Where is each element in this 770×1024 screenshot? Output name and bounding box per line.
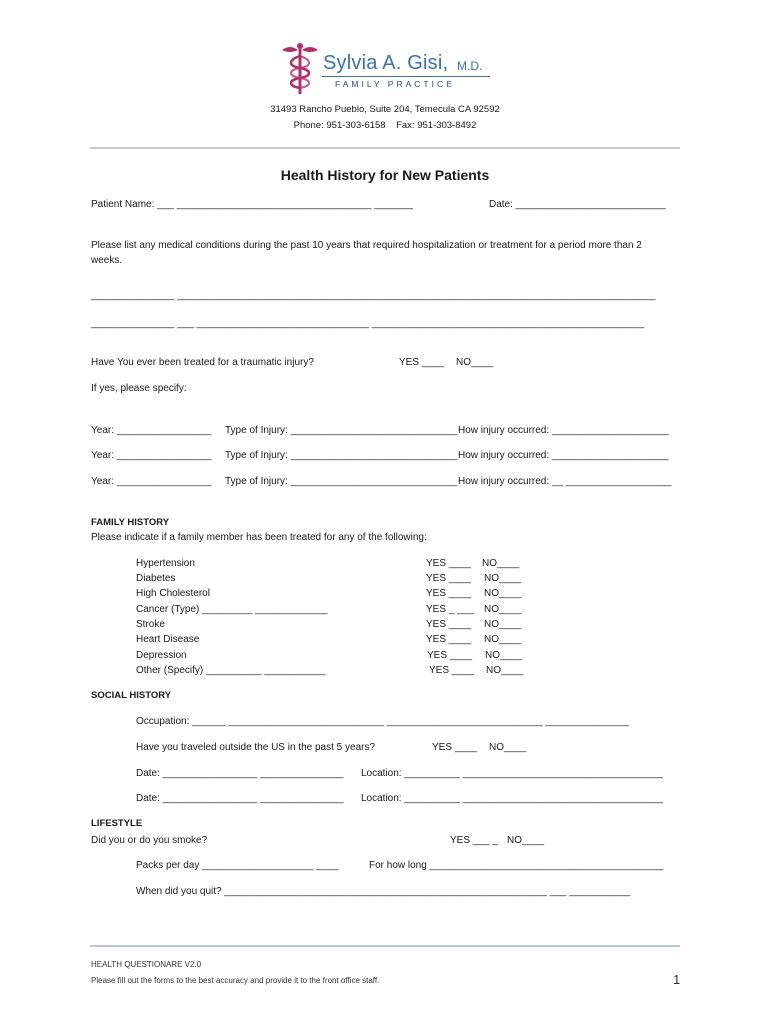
conditions-prompt: Please list any medical conditions during the past 10 years that required hospitalization or treatment for a period more than 2: [91, 240, 642, 251]
injury-type-field[interactable]: Type of Injury: ______________________________: [225, 425, 458, 436]
travel-location-field[interactable]: Location: __________ ____________________________________: [361, 793, 663, 804]
footer-note: Please fill out the forms to the best accuracy and provide it to the front office staff.: [91, 976, 380, 985]
logo-subtitle: FAMILY PRACTICE: [335, 79, 455, 89]
family-yes-field[interactable]: YES ____: [426, 619, 472, 630]
injury-question: Have You ever been treated for a traumatic injury?: [91, 357, 314, 368]
conditions-answer-line[interactable]: _______________ ___ _______________________________ _________________________________________________: [91, 318, 645, 329]
smoke-yes-field[interactable]: YES ___ _: [450, 835, 498, 846]
family-yes-field[interactable]: YES _ ___: [426, 604, 474, 615]
smoke-question: Did you or do you smoke?: [91, 835, 208, 846]
caduceus-icon: [280, 42, 320, 96]
injury-no-field[interactable]: NO____: [456, 357, 494, 368]
social-history-heading: SOCIAL HISTORY: [91, 690, 172, 701]
occupation-field[interactable]: Occupation: ______ ____________________________ ____________________________ _______________: [136, 716, 629, 727]
family-no-field[interactable]: NO____: [484, 588, 522, 599]
injury-specify-label: If yes, please specify:: [91, 383, 187, 394]
family-condition-label: Diabetes: [136, 573, 176, 584]
travel-no-field[interactable]: NO____: [489, 742, 527, 753]
family-yes-field[interactable]: YES ____: [427, 650, 473, 661]
travel-question: Have you traveled outside the US in the past 5 years?: [136, 742, 376, 753]
injury-how-field[interactable]: How injury occurred: _____________________: [458, 450, 669, 461]
family-no-field[interactable]: NO____: [484, 619, 522, 630]
travel-date-field[interactable]: Date: _________________ _______________: [136, 793, 344, 804]
smoke-duration-field[interactable]: For how long __________________________________________: [369, 860, 664, 871]
travel-location-field[interactable]: Location: __________ ____________________________________: [361, 768, 663, 779]
family-condition-label[interactable]: Other (Specify) __________ ___________: [136, 665, 326, 676]
family-no-field[interactable]: NO____: [482, 558, 520, 569]
logo-underline: [322, 76, 490, 77]
family-no-field[interactable]: NO____: [485, 650, 523, 661]
injury-year-field[interactable]: Year: _________________: [91, 450, 212, 461]
injury-type-field[interactable]: Type of Injury: ______________________________: [225, 476, 458, 487]
injury-how-field[interactable]: How injury occurred: _____________________: [458, 425, 669, 436]
family-yes-field[interactable]: YES ____: [426, 588, 472, 599]
family-no-field[interactable]: NO____: [484, 604, 522, 615]
family-no-field[interactable]: NO____: [484, 634, 522, 645]
logo-credentials: M.D.: [457, 59, 483, 73]
injury-how-field[interactable]: How injury occurred: __ ___________________: [458, 476, 672, 487]
family-condition-label: Heart Disease: [136, 634, 200, 645]
practice-contact: Phone: 951-303-6158 Fax: 951-303-8492: [293, 120, 477, 131]
lifestyle-heading: LIFESTYLE: [91, 818, 143, 829]
header-divider: [90, 147, 680, 149]
family-condition-label: Hypertension: [136, 558, 195, 569]
page-number: 1: [673, 972, 681, 987]
family-condition-label: Depression: [136, 650, 187, 661]
practice-address: 31493 Rancho Pueblo, Suite 204, Temecula CA 92592: [270, 104, 500, 115]
injury-year-field[interactable]: Year: _________________: [91, 425, 212, 436]
family-yes-field[interactable]: YES ____: [426, 558, 472, 569]
family-history-prompt: Please indicate if a family member has been treated for any of the following:: [91, 532, 427, 543]
patient-name-field[interactable]: Patient Name: ___ ___________________________________ _______: [91, 199, 413, 210]
family-condition-label[interactable]: Cancer (Type) _________ _____________: [136, 604, 328, 615]
patient-date-field[interactable]: Date: ___________________________: [489, 199, 666, 210]
injury-year-field[interactable]: Year: _________________: [91, 476, 212, 487]
packs-per-day-field[interactable]: Packs per day ____________________ ____: [136, 860, 339, 871]
form-version: HEALTH QUESTIONARE V2.0: [91, 960, 202, 969]
conditions-answer-line[interactable]: _______________ ______________________________________________________________________________________: [91, 290, 656, 301]
quit-date-field[interactable]: When did you quit? __________________________________________________________ ___ ___________: [136, 886, 631, 897]
injury-yes-field[interactable]: YES ____: [399, 357, 445, 368]
logo-name: Sylvia A. Gisi,: [323, 52, 449, 74]
travel-yes-field[interactable]: YES ____: [432, 742, 478, 753]
page-title: Health History for New Patients: [280, 167, 490, 183]
smoke-no-field[interactable]: NO____: [507, 835, 545, 846]
family-condition-label: Stroke: [136, 619, 165, 630]
conditions-prompt-cont: weeks.: [91, 255, 123, 266]
family-no-field[interactable]: NO____: [484, 573, 522, 584]
travel-date-field[interactable]: Date: _________________ _______________: [136, 768, 344, 779]
family-history-heading: FAMILY HISTORY: [91, 517, 170, 528]
family-condition-label: High Cholesterol: [136, 588, 210, 599]
footer-divider: [90, 945, 680, 947]
family-no-field[interactable]: NO____: [486, 665, 524, 676]
family-yes-field[interactable]: YES ____: [426, 573, 472, 584]
family-yes-field[interactable]: YES ____: [426, 634, 472, 645]
injury-type-field[interactable]: Type of Injury: ______________________________: [225, 450, 458, 461]
family-yes-field[interactable]: YES ____: [429, 665, 475, 676]
